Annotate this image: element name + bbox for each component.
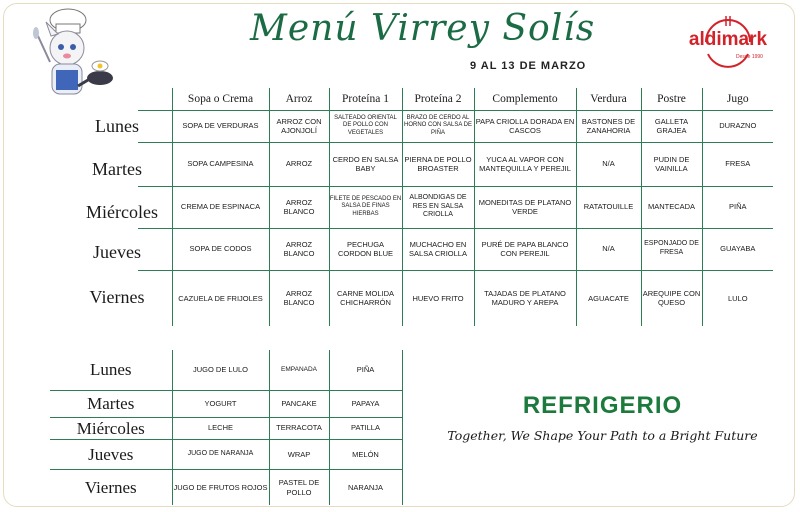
snack-row-martes [50, 390, 402, 417]
snack-cell: NARANJA [329, 469, 402, 505]
menu-row-jueves [138, 228, 773, 270]
menu-cell: ESPONJADO DE FRESA [641, 228, 702, 270]
menu-cell: BRAZO DE CERDO AL HORNO CON SALSA DE PIÑA [402, 110, 474, 142]
column-header: Jugo [702, 88, 773, 110]
menu-cell: FRESA [702, 142, 773, 186]
menu-cell: PURÉ DE PAPA BLANCO CON PEREJIL [474, 228, 576, 270]
menu-row-martes [138, 142, 773, 186]
day-label-lunes: Lunes [95, 116, 139, 136]
menu-header-row [138, 88, 773, 110]
menu-cell: GUAYABA [702, 228, 773, 270]
menu-cell: MONEDITAS DE PLATANO VERDE [474, 186, 576, 228]
column-header: Arroz [269, 88, 329, 110]
column-header: Proteína 2 [402, 88, 474, 110]
weekly-menu-table [138, 88, 773, 326]
day-label-miercoles: Miércoles [86, 202, 158, 222]
day-label: Lunes [50, 350, 172, 390]
menu-cell: ARROZ [269, 142, 329, 186]
menu-cell: FILETE DE PESCADO EN SALSA DE FINAS HIERBAS [329, 186, 402, 228]
menu-row-viernes [138, 270, 773, 326]
menu-cell: CARNE MOLIDA CHICHARRÓN [329, 270, 402, 326]
chef-mascot-icon [10, 6, 120, 106]
column-header: Complemento [474, 88, 576, 110]
aldimark-logo [678, 12, 778, 72]
snack-cell: PANCAKE [269, 390, 329, 417]
refrigerio-table [50, 350, 403, 505]
day-label: Martes [50, 390, 172, 417]
menu-cell: SOPA CAMPESINA [172, 142, 269, 186]
menu-cell: MUCHACHO EN SALSA CRIOLLA [402, 228, 474, 270]
column-header: Postre [641, 88, 702, 110]
menu-cell: CREMA DE ESPINACA [172, 186, 269, 228]
snack-cell: JUGO DE LULO [172, 350, 269, 390]
snack-cell: TERRACOTA [269, 417, 329, 439]
menu-cell: PUDIN DE VAINILLA [641, 142, 702, 186]
snack-cell: PASTEL DE POLLO [269, 469, 329, 505]
refrigerio-title: REFRIGERIO [522, 392, 683, 419]
day-label-jueves: Jueves [93, 242, 141, 262]
brand-tagline: Desde 1990 [736, 54, 763, 60]
menu-cell: AREQUIPE CON QUESO [641, 270, 702, 326]
menu-cell: LULO [702, 270, 773, 326]
menu-cell: DURAZNO [702, 110, 773, 142]
menu-cell: N/A [576, 142, 641, 186]
menu-cell: N/A [576, 228, 641, 270]
menu-cell: SOPA DE CODOS [172, 228, 269, 270]
menu-cell: PECHUGA CORDON BLUE [329, 228, 402, 270]
menu-cell: AGUACATE [576, 270, 641, 326]
menu-cell: PIÑA [702, 186, 773, 228]
menu-cell: YUCA AL VAPOR CON MANTEQUILLA Y PEREJIL [474, 142, 576, 186]
menu-title: Menú Virrey Solís [250, 8, 596, 49]
snack-row-lunes [50, 350, 402, 390]
day-label: Viernes [50, 469, 172, 505]
menu-cell: BASTONES DE ZANAHORIA [576, 110, 641, 142]
day-label: Miércoles [50, 417, 172, 439]
column-header: Verdura [576, 88, 641, 110]
snack-cell: PIÑA [329, 350, 402, 390]
menu-cell: ALBONDIGAS DE RES EN SALSA CRIOLLA [402, 186, 474, 228]
menu-row-lunes [138, 110, 773, 142]
snack-cell: MELÓN [329, 439, 402, 469]
brand-name: aldimark [688, 29, 768, 50]
snack-cell: JUGO DE NARANJA [172, 439, 269, 469]
snack-cell: YOGURT [172, 390, 269, 417]
snack-row-viernes [50, 469, 402, 505]
menu-cell: ARROZ BLANCO [269, 228, 329, 270]
day-label: Jueves [50, 439, 172, 469]
day-label-viernes: Viernes [89, 287, 145, 307]
menu-cell: TAJADAS DE PLATANO MADURO Y AREPA [474, 270, 576, 326]
snack-row-miercoles [50, 417, 402, 439]
menu-cell: PAPA CRIOLLA DORADA EN CASCOS [474, 110, 576, 142]
menu-cell: ARROZ CON AJONJOLÍ [269, 110, 329, 142]
header-corner [138, 88, 172, 110]
menu-cell: SOPA DE VERDURAS [172, 110, 269, 142]
snack-row-jueves [50, 439, 402, 469]
menu-cell: CERDO EN SALSA BABY [329, 142, 402, 186]
slogan-text: Together, We Shape Your Path to a Bright Future [447, 428, 758, 443]
snack-cell: PATILLA [329, 417, 402, 439]
column-header: Sopa o Crema [172, 88, 269, 110]
menu-row-miercoles [138, 186, 773, 228]
menu-cell: CAZUELA DE FRIJOLES [172, 270, 269, 326]
menu-cell: HUEVO FRITO [402, 270, 474, 326]
column-header: Proteína 1 [329, 88, 402, 110]
menu-cell: ARROZ BLANCO [269, 270, 329, 326]
snack-cell: EMPANADA [269, 350, 329, 390]
menu-cell: ARROZ BLANCO [269, 186, 329, 228]
menu-cell: RATATOUILLE [576, 186, 641, 228]
menu-dates: 9 AL 13 DE MARZO [470, 60, 587, 72]
menu-cell: MANTECADA [641, 186, 702, 228]
menu-cell: GALLETA GRAJEA [641, 110, 702, 142]
snack-cell: LECHE [172, 417, 269, 439]
menu-cell: PIERNA DE POLLO BROASTER [402, 142, 474, 186]
snack-cell: JUGO DE FRUTOS ROJOS [172, 469, 269, 505]
snack-cell: WRAP [269, 439, 329, 469]
snack-cell: PAPAYA [329, 390, 402, 417]
menu-cell: SALTEADO ORIENTAL DE POLLO CON VEGETALES [329, 110, 402, 142]
day-label-martes: Martes [92, 159, 142, 179]
